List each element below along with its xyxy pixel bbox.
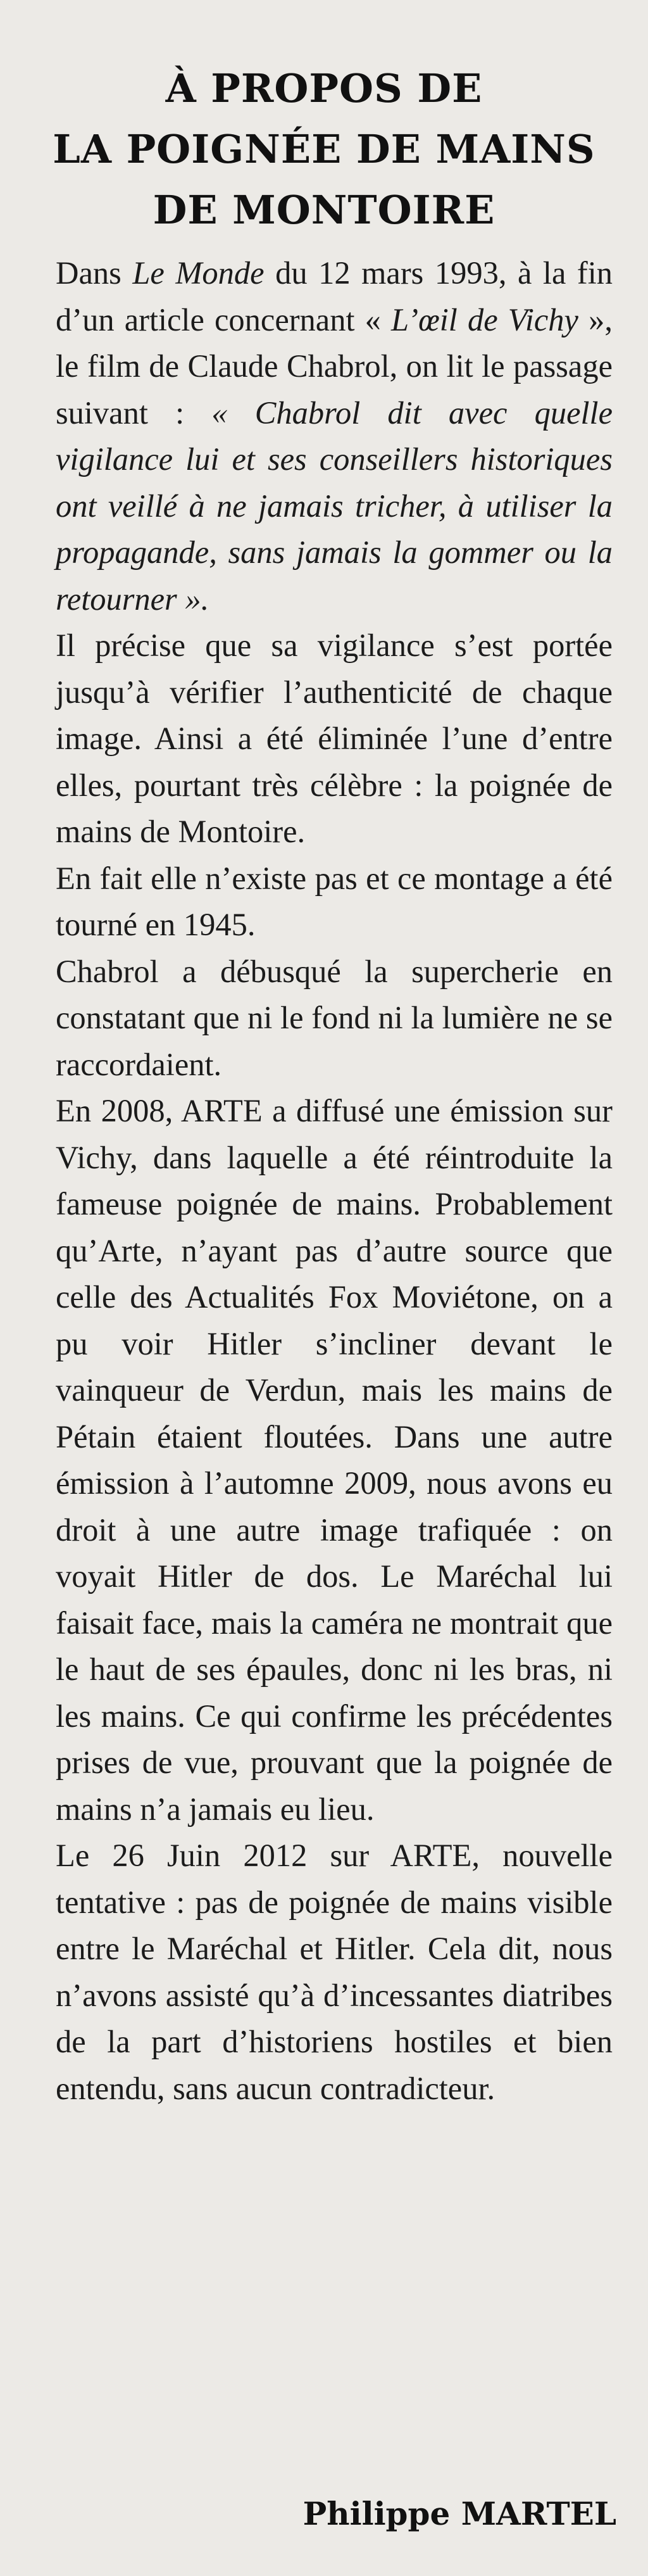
intro-text-2: du 12 mars 1993, à la fin d’un article concernant « — [56, 255, 613, 338]
title-line-2: LA POIGNÉE DE MAINS — [53, 126, 595, 172]
article-body — [56, 250, 613, 2112]
paragraph-authenticity: Il précise que sa vigilance s’est portée jusqu’à vérifier l’authenticité de chaque image. Ainsi a été éliminée l’une d’entre elles, pourtant très célèbre : la poignée de mains de Montoire. — [56, 628, 613, 849]
paragraph-arte-2012: Le 26 Juin 2012 sur ARTE, nouvelle tentative : pas de poignée de mains visible entre le Maréchal et Hitler. Cela dit, nous n’avons assisté qu’à d’incessantes diatribes de la part d’historiens hostiles et bien entendu, sans aucun contradicteur. — [56, 1838, 613, 2106]
intro-text-3: », le film de Claude Chabrol, on lit le passage suivant : — [56, 301, 613, 431]
paragraph-supercherie: Chabrol a débusqué la supercherie en constatant que ni le fond ni la lumière ne se raccordaient. — [56, 953, 613, 1082]
newspaper-name: Le Monde — [132, 255, 265, 291]
chabrol-quote: « Chabrol dit avec quelle vigilance lui et ses conseillers historiques ont veillé à ne jamais tricher, à utiliser la propagande, sans jamais la gommer ou la retourner ». — [56, 395, 613, 617]
paragraph-arte-2008: En 2008, ARTE a diffusé une émission sur Vichy, dans laquelle a été réintroduite la fameuse poignée de mains. Probablement qu’Arte, n’ayant pas d’autre source que celle des Actualités Fox Moviétone, on a pu voir Hitler s’incliner devant le vainqueur de Verdun, mais les mains de Pétain étaient floutées. Dans une autre émission à l’automne 2009, nous avons eu droit à une autre image trafiquée : on voyait Hitler de dos. Le Maréchal lui faisait face, mais la caméra ne montrait que le haut de ses épaules, donc ni les bras, ni les mains. Ce qui confirme les précédentes prises de vue, prouvant que la poignée de mains n’a jamais eu lieu. — [56, 1093, 613, 1827]
intro-text-1: Dans — [56, 255, 133, 291]
title-line-3: DE MONTOIRE — [153, 187, 495, 233]
film-title: L’œil de Vichy — [391, 301, 578, 338]
title-line-1: À PROPOS DE — [165, 65, 483, 111]
article-title — [0, 58, 648, 241]
intro-paragraph — [56, 250, 613, 622]
author-signature: Philippe MARTEL — [302, 2495, 616, 2532]
paragraph-montage: En fait elle n’existe pas et ce montage a été tourné en 1945. — [56, 860, 613, 942]
